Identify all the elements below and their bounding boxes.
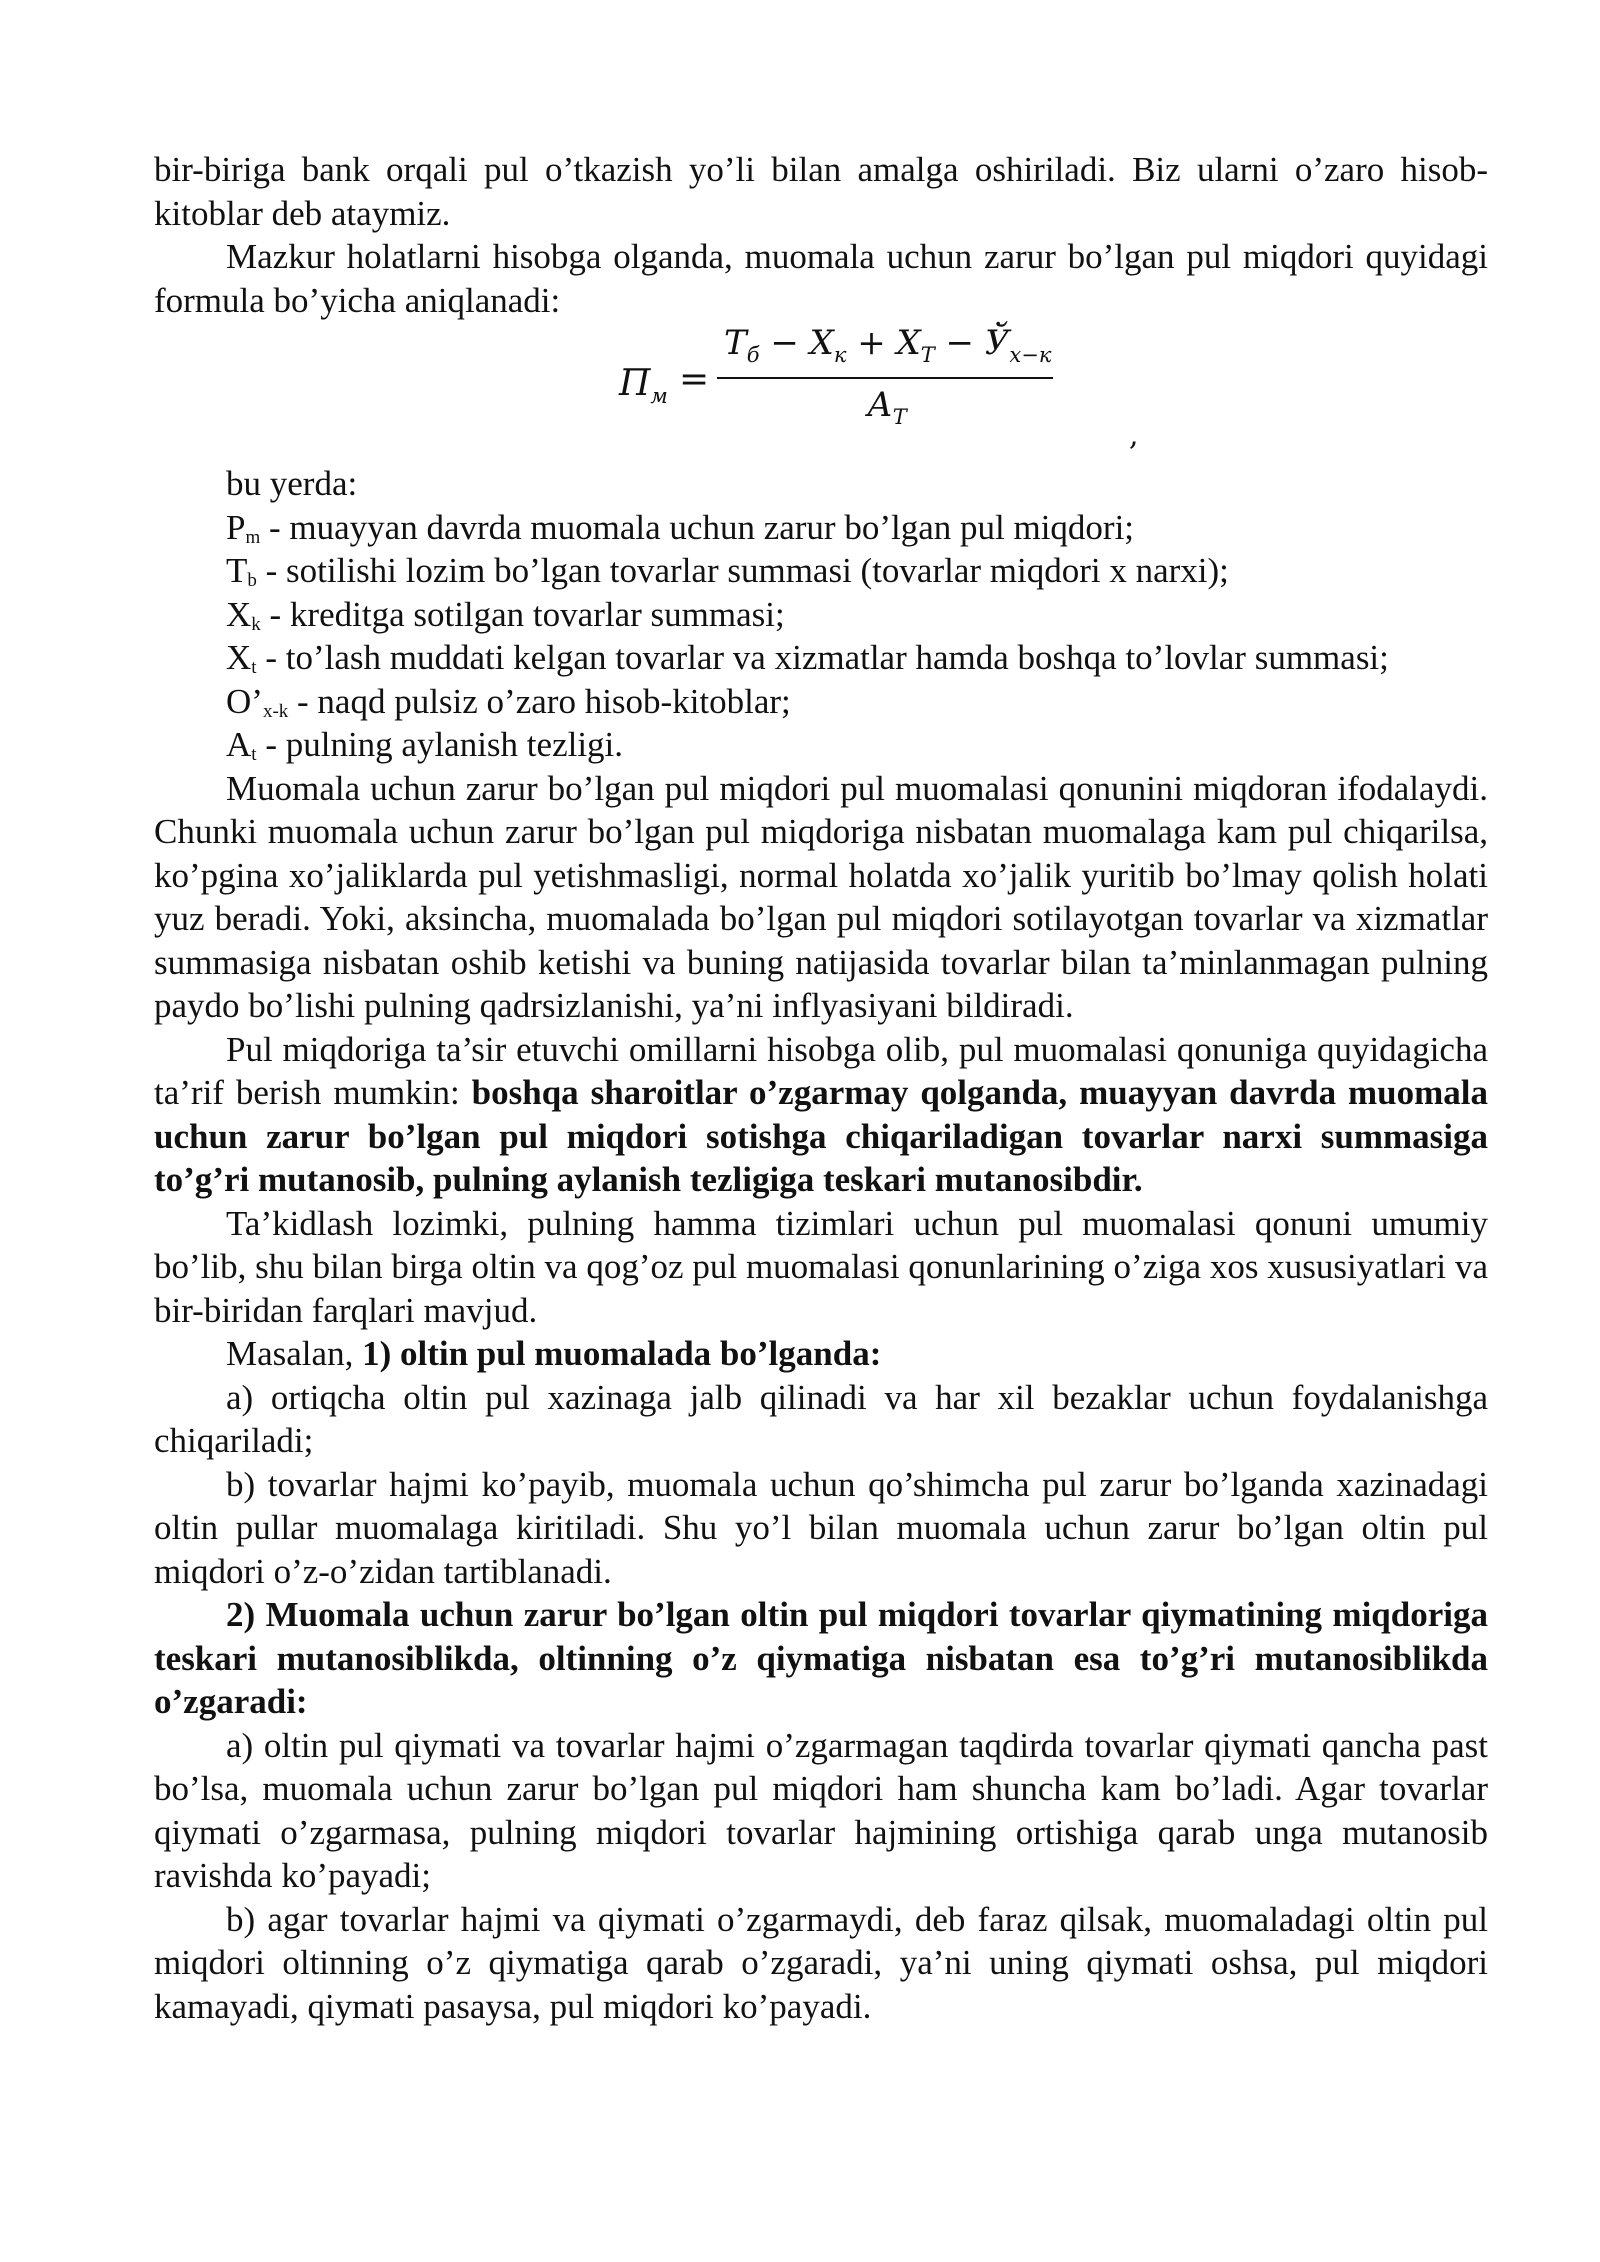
- paragraph-point-2: 2) Muomala uchun zarur bo’lgan oltin pul miqdori tovarlar qiymatining miqdoriga teskari mutanosiblikda, oltinning o’z qiymatiga nisbatan esa to’g’ri mutanosiblikda o’zgaradi:: [154, 1595, 1488, 1721]
- definition-item: $T_b$ - sotilishi lozim bo’lgan tovarlar summasi (tovarlar miqdori x narxi);: [226, 551, 1229, 591]
- paragraph-item-a1: a) ortiqcha oltin pul xazinaga jalb qilinadi va har xil bezaklar uchun foydalanishga chiqariladi;: [154, 1377, 1488, 1460]
- paragraph-item-b1: b) tovarlar hajmi ko’payib, muomala uchun qo’shimcha pul zarur bo’lganda xazinadagi oltin pullar muomalaga kiritiladi. Shu yo’l bilan muomala uchun zarur bo’lgan oltin pul miqdori o’z-o’zidan tartiblanadi.: [154, 1464, 1488, 1591]
- formula-equals: =: [679, 359, 710, 400]
- formula-fraction-bar: [717, 377, 1053, 379]
- definition-item: $X_t$ - to’lash muddati kelgan tovarlar va xizmatlar hamda boshqa to’lovlar summasi;: [226, 638, 1389, 678]
- paragraph-law-quantity: Muomala uchun zarur bo’lgan pul miqdori pul muomalasi qonunini miqdoran ifodalaydi. Chunki muomala uchun zarur bo’lgan pul miqdoriga nisbatan muomalaga kam pul chiqarilsa, ko’pgina xo’jaliklarda pul yetishmasligi, normal holatda xo’jalik yuritib bo’lmay qolish holati yuz beradi. Yoki, aksincha, muomalada bo’lgan pul miqdori sotilayotgan tovarlar va xizmatlar summasiga nisbatan oshib ketishi va buning natijasida tovarlar bilan ta’minlanmagan pulning paydo bo’lishi pulning qadrsizlanishi, ya’ni inflyasiyani bildiradi.: [154, 768, 1488, 1025]
- definition-item: $P_m$ - muayyan davrda muomala uchun zarur bo’lgan pul miqdori;: [226, 507, 1135, 548]
- definition-item: $A_t$ - pulning aylanish tezligi.: [226, 725, 624, 765]
- paragraph-law-definition: Pul miqdoriga ta’sir etuvchi omillarni hisobga olib, pul muomalasi qonuniga quyidagicha ta’rif berish mumkin: boshqa sharoitlar o’zgarmay qolganda, muayyan davrda muomala uchun zarur bo’lgan pul miqdori sotishga chiqariladigan tovarlar narxi summasiga to’g’ri mutanosib, pulning aylanish tezligiga teskari mutanosibdir.: [154, 1029, 1488, 1199]
- paragraph-example-heading: Masalan, 1) oltin pul muomalada bo’lganda:: [226, 1334, 882, 1373]
- definition-item: $X_k$ - kreditga sotilgan tovarlar summasi;: [226, 594, 785, 635]
- definitions-intro: bu yerda:: [226, 464, 358, 503]
- formula-comma: ,: [1129, 418, 1139, 453]
- paragraph-continuation: bir-biriga bank orqali pul o’tkazish yo’li bilan amalga oshiriladi. Biz ularni o’zaro hisob-kitoblar deb ataymiz.: [154, 150, 1488, 233]
- definition-item: $O’_{x-k}$ - naqd pulsiz o’zaro hisob-kitoblar;: [226, 681, 791, 722]
- formula-lhs: $П_м$: [619, 363, 668, 408]
- paragraph-item-a2: a) oltin pul qiymati va tovarlar hajmi o’zgarmagan taqdirda tovarlar qiymati qancha past bo’lsa, muomala uchun zarur bo’lgan pul miqdori ham shuncha kam bo’ladi. Agar tovarlar qiymati o’zgarmasa, pulning miqdori tovarlar hajmining ortishiga qarab unga mutanosib ravishda ko’payadi;: [154, 1725, 1488, 1895]
- money-supply-formula: [619, 322, 1139, 453]
- formula-block: [154, 322, 1488, 462]
- paragraph-formula-intro: Mazkur holatlarni hisobga olganda, muomala uchun zarur bo’lgan pul miqdori quyidagi formula bo’yicha aniqlanadi:: [154, 237, 1488, 320]
- paragraph-systems: Ta’kidlash lozimki, pulning hamma tizimlari uchun pul muomalasi qonuni umumiy bo’lib, shu bilan birga oltin va qog’oz pul muomalasi qonunlarining o’ziga xos xususiyatlari va bir-biridan farqlari mavjud.: [154, 1203, 1488, 1330]
- formula-denominator: $А_Т$: [867, 385, 907, 429]
- paragraph-item-b2: b) agar tovarlar hajmi va qiymati o’zgarmaydi, deb faraz qilsak, muomaladagi oltin pul miqdori oltinning o’z qiymatiga qarab o’zgaradi, ya’ni uning qiymati oshsa, pul miqdori kamayadi, qiymati pasaysa, pul miqdori ko’payadi.: [154, 1899, 1488, 2026]
- formula-numerator: $Т_б - Х_к + Х_Т - Ў_{х-к}$: [724, 323, 1052, 367]
